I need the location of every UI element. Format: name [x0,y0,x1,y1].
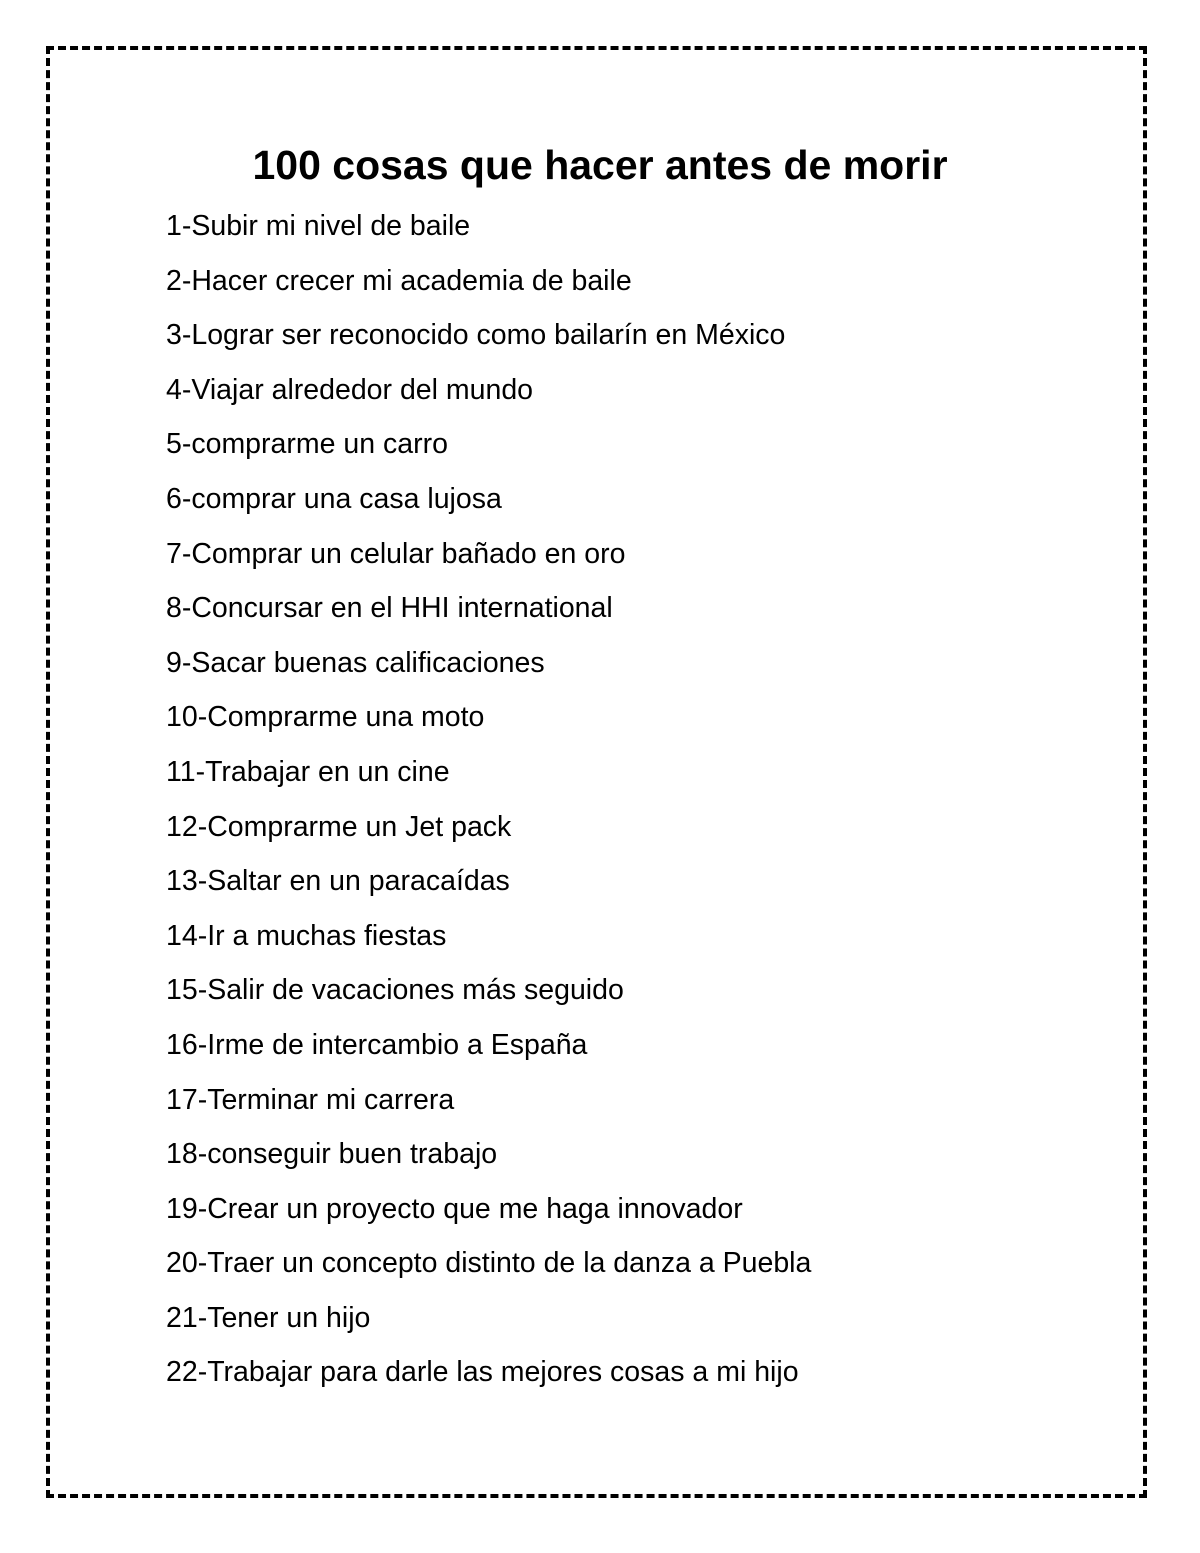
list-item: 10-Comprarme una moto [166,701,485,734]
list-item: 16-Irme de intercambio a España [166,1028,588,1061]
list-item: 14-Ir a muchas fiestas [166,919,447,952]
list-item: 7-Comprar un celular bañado en oro [166,537,626,570]
list-item: 17-Terminar mi carrera [166,1083,455,1116]
list-item: 21-Tener un hijo [166,1301,371,1334]
list-item: 22-Trabajar para darle las mejores cosas a mi hijo [166,1356,799,1389]
page-title: 100 cosas que hacer antes de morir [252,142,948,188]
list-item: 2-Hacer crecer mi academia de baile [166,264,632,297]
list-item: 20-Traer un concepto distinto de la danza a Puebla [166,1247,812,1280]
list-item: 13-Saltar en un paracaídas [166,865,510,898]
list-item: 15-Salir de vacaciones más seguido [166,974,624,1007]
list-item: 19-Crear un proyecto que me haga innovador [166,1192,743,1225]
list-item: 8-Concursar en el HHI international [166,592,613,625]
list-item: 3-Lograr ser reconocido como bailarín en México [166,319,786,352]
list-item: 11-Trabajar en un cine [166,755,450,788]
list-item: 4-Viajar alrededor del mundo [166,373,534,406]
bucket-list [166,202,811,1403]
list-item: 12-Comprarme un Jet pack [166,810,512,843]
list-item: 1-Subir mi nivel de baile [166,210,471,242]
list-item: 6-comprar una casa lujosa [166,482,502,515]
list-item: 18-conseguir buen trabajo [166,1138,498,1171]
list-item: 9-Sacar buenas calificaciones [166,646,545,679]
list-item: 5-comprarme un carro [166,428,448,461]
